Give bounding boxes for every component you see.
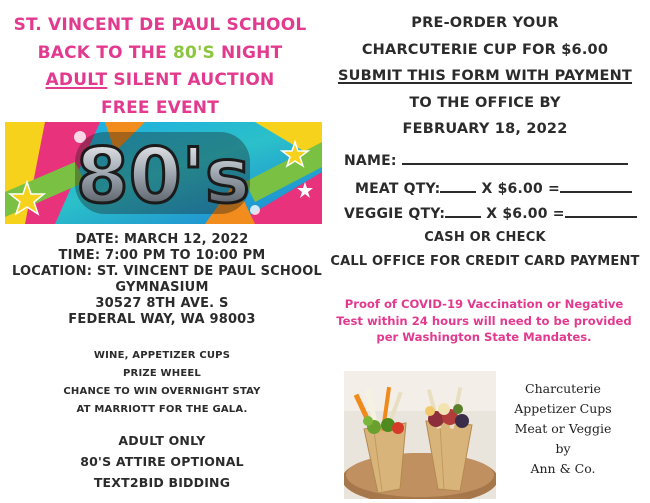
event-date: DATE: MARCH 12, 2022 [75, 232, 249, 247]
preorder-line: TO THE OFFICE BY [409, 94, 561, 111]
preorder-line: PRE-ORDER YOUR [411, 15, 559, 31]
event-extras [12, 347, 312, 419]
name-row [344, 150, 628, 170]
event-location: LOCATION: ST. VINCENT DE PAUL SCHOOL [12, 264, 322, 279]
veggie-total-field[interactable] [565, 203, 637, 218]
photo-caption [508, 379, 618, 479]
caption-line: Ann & Co. [530, 461, 596, 476]
eighties-banner-graphic [5, 122, 322, 224]
caption-line: Charcuterie [525, 381, 601, 396]
charcuterie-photo-graphic [344, 371, 496, 499]
auction-title-rest: SILENT AUCTION [107, 70, 275, 90]
eighties-highlight: 80'S [173, 42, 215, 63]
caption-line: by [555, 441, 571, 456]
veggie-qty-row [344, 203, 637, 223]
note-item: TEXT2BID BIDDING [93, 475, 231, 490]
credit-card-note: CALL OFFICE FOR CREDIT CARD PAYMENT [330, 254, 640, 269]
payment-info [330, 226, 640, 274]
night-title-suffix: NIGHT [214, 42, 283, 63]
free-event: FREE EVENT [100, 97, 220, 118]
extra-item: CHANCE TO WIN OVERNIGHT STAY [63, 386, 261, 397]
night-title [10, 40, 310, 68]
extra-item: WINE, APPETIZER CUPS [93, 350, 231, 361]
preorder-deadline: FEBRUARY 18, 2022 [402, 121, 568, 137]
meat-qty-row [355, 178, 632, 198]
auction-title [10, 67, 310, 95]
payment-methods: CASH OR CHECK [424, 230, 546, 245]
preorder-line [330, 63, 640, 90]
event-details [12, 232, 322, 328]
banner-text: 80's [75, 131, 251, 220]
note-item: ADULT ONLY [118, 433, 206, 448]
meat-total-field[interactable] [560, 178, 632, 193]
extra-item: AT MARRIOTT FOR THE GALA. [76, 404, 248, 415]
adult-underlined: ADULT [45, 70, 108, 90]
event-street: 30527 8TH AVE. S [95, 296, 229, 311]
preorder-line: CHARCUTERIE CUP FOR $6.00 [361, 41, 609, 58]
veggie-price: X $6.00 = [486, 206, 565, 222]
meat-qty-field[interactable] [440, 178, 476, 193]
event-time: TIME: 7:00 PM TO 10:00 PM [58, 248, 266, 263]
event-venue: GYMNASIUM [115, 280, 209, 295]
charcuterie-cup-photo [344, 371, 496, 499]
event-title [10, 12, 310, 122]
veggie-qty-label: VEGGIE QTY: [344, 206, 446, 222]
submit-instruction: SUBMIT THIS FORM WITH PAYMENT [337, 68, 633, 84]
caption-line: Meat or Veggie [514, 421, 612, 436]
eighties-banner-image [5, 122, 322, 224]
name-label: NAME: [344, 153, 397, 169]
meat-qty-label: MEAT QTY: [355, 181, 441, 197]
veggie-qty-field[interactable] [445, 203, 481, 218]
name-field[interactable] [402, 150, 628, 165]
extra-item: PRIZE WHEEL [123, 368, 201, 379]
event-city: FEDERAL WAY, WA 98003 [68, 312, 256, 327]
night-title-prefix: BACK TO THE [37, 42, 174, 63]
meat-price: X $6.00 = [481, 181, 560, 197]
preorder-heading [330, 10, 640, 143]
note-item: 80'S ATTIRE OPTIONAL [80, 454, 244, 469]
school-name: ST. VINCENT DE PAUL SCHOOL [13, 15, 307, 35]
event-notes [12, 430, 312, 493]
caption-line: Appetizer Cups [514, 401, 612, 416]
covid-notice: Proof of COVID-19 Vaccination or Negative Test within 24 hours will need to be provided per Washington State Mandates. [336, 297, 632, 344]
